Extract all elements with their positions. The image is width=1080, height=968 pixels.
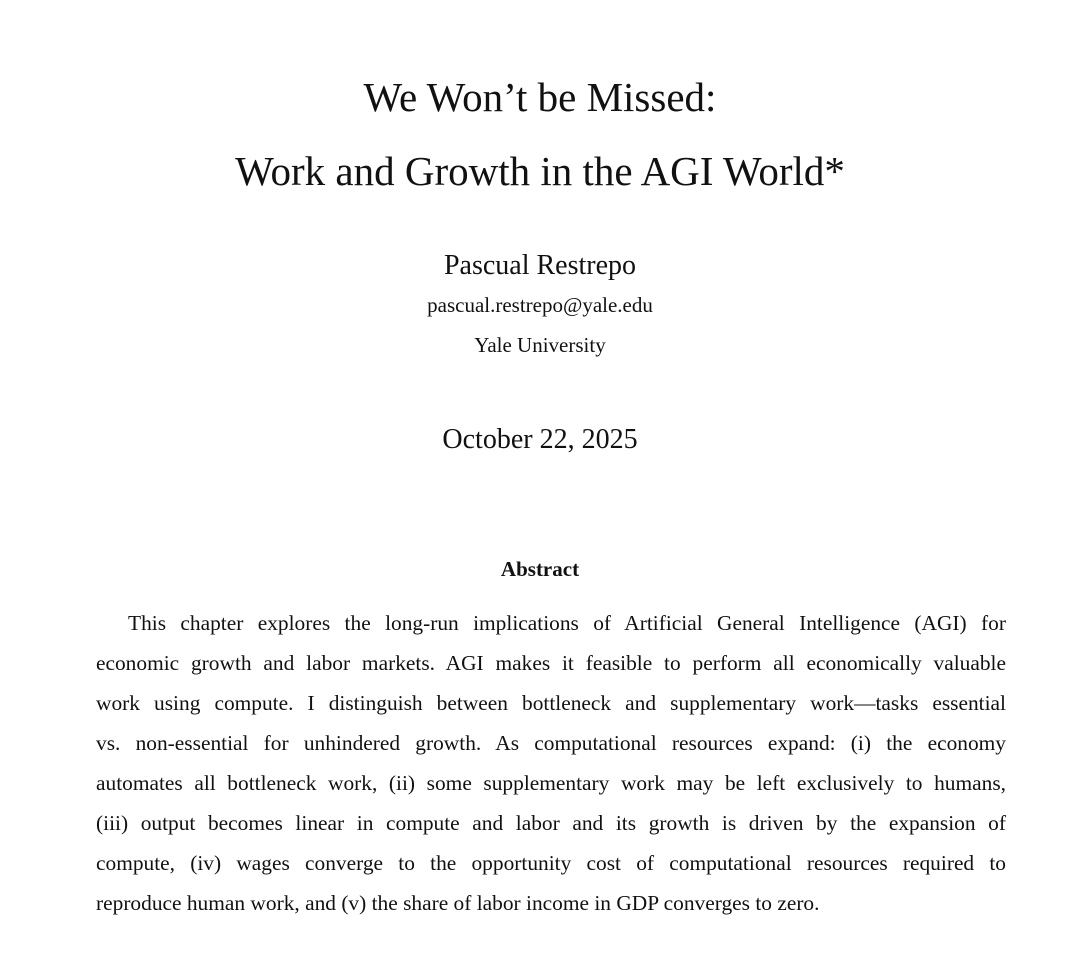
publication-date: October 22, 2025 <box>442 424 638 455</box>
abstract-line: reproduce human work, and (v) the share of labor income in GDP converges to zero. <box>96 891 820 915</box>
abstract-line: (iii) output becomes linear in compute and labor and its growth is driven by the expansion of <box>96 811 1006 835</box>
abstract-line: This chapter explores the long-run implications of Artificial General Intelligence (AGI) for <box>128 611 1006 635</box>
author-email: pascual.restrepo@yale.edu <box>427 293 653 317</box>
abstract-line: automates all bottleneck work, (ii) some supplementary work may be left exclusively to humans, <box>96 771 1006 795</box>
author-name: Pascual Restrepo <box>443 250 637 281</box>
paper-title-line-2: Work and Growth in the AGI World* <box>235 148 845 194</box>
abstract-line: compute, (iv) wages converge to the opportunity cost of computational resources required to <box>96 851 1006 875</box>
abstract-heading: Abstract <box>500 557 580 581</box>
abstract-line: work using compute. I distinguish between bottleneck and supplementary work—tasks essential <box>96 691 1006 715</box>
paper-title-line-1: We Won’t be Missed: <box>363 74 717 120</box>
abstract-line: vs. non-essential for unhindered growth. As computational resources expand: (i) the economy <box>96 731 1006 755</box>
abstract-line: economic growth and labor markets. AGI makes it feasible to perform all economically valuable <box>96 651 1006 675</box>
author-affiliation: Yale University <box>474 333 606 357</box>
